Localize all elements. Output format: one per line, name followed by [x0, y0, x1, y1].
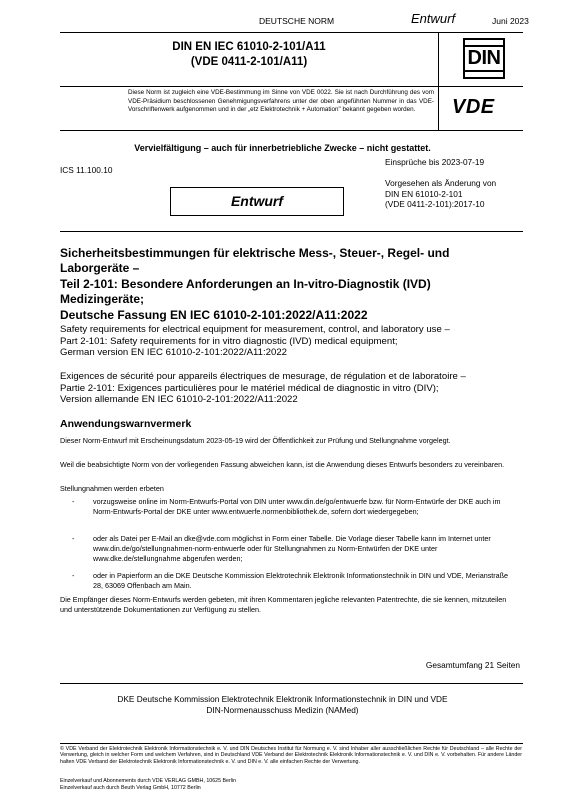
- warning-paragraph-3: Stellungnahmen werden erbeten: [60, 484, 164, 493]
- title-de-line: Medizingeräte;: [60, 292, 145, 307]
- list-item: [72, 497, 512, 517]
- footer-rule: [60, 743, 523, 744]
- sales-line-2: Einzelverkauf auch durch Beuth Verlag GmbH, 10772 Berlin: [60, 785, 201, 791]
- standard-number-line2: (VDE 0411-2-101/A11): [190, 56, 308, 68]
- vde-logo: VDE: [452, 96, 495, 118]
- committee-line1: DKE Deutsche Kommission Elektrotechnik Elektronik Informationstechnik in DIN und VDE: [117, 694, 448, 704]
- header-mid-rule: [60, 86, 523, 87]
- title-en-line: Safety requirements for electrical equipment for measurement, control, and laboratory use –: [60, 324, 450, 335]
- planned-change-ref2: (VDE 0411-2-101):2017-10: [385, 199, 485, 209]
- title-de-line: Deutsche Fassung EN IEC 61010-2-101:2022/A11:2022: [60, 307, 368, 322]
- header-bottom-rule: [60, 130, 523, 131]
- total-pages: Gesamtumfang 21 Seiten: [425, 660, 520, 670]
- list-dash: -: [72, 571, 75, 580]
- din-logo: [463, 38, 505, 79]
- list-item: [72, 534, 512, 563]
- header-top-rule: [60, 32, 523, 33]
- document-status: Entwurf: [411, 11, 456, 26]
- title-english: [60, 324, 530, 359]
- planned-change: [385, 178, 496, 210]
- vde-notice: Diese Norm ist zugleich eine VDE-Bestimmung im Sinne von VDE 0022. Sie ist nach Durchführung des vom VDE-Präsidium beschlossenen Genehmigungsverfahrens unter der oben angeführten Nummer in das VDE-Vorschriftenwerk aufgenommen und in der „etz Elektrotechnik + Automation" bekannt gegeben worden.: [128, 89, 434, 114]
- standard-number-line1: DIN EN IEC 61010-2-101/A11: [172, 41, 326, 53]
- standard-number: [60, 40, 438, 70]
- warning-paragraph-4: Die Empfänger dieses Norm-Entwurfs werden gebeten, mit ihren Kommentaren jegliche relevanten Patentrechte, die sie kennen, mitzuteilen und unterstützende Dokumentationen zur Verfügung zu stellen.: [60, 595, 507, 614]
- title-en-line: German version EN IEC 61010-2-101:2022/A11:2022: [60, 347, 288, 358]
- norm-type-label: DEUTSCHE NORM: [259, 16, 335, 26]
- title-fr-line: Exigences de sécurité pour appareils électriques de mesurage, de régulation et de laboratoire –: [60, 371, 466, 382]
- list-item-text: vorzugsweise online im Norm-Entwurfs-Portal von DIN unter www.din.de/go/entwuerfe bzw. für Norm-Entwürfe der DKE auch im Norm-Entwurfs-Portal der DKE unter www.entwuerfe.normenbibliothek.de, sofern dort wiedergegeben;: [93, 497, 501, 516]
- title-de-line: Laborgeräte –: [60, 261, 140, 276]
- din-logo-text: DIN: [467, 47, 501, 69]
- sales-line-1: Einzelverkauf und Abonnements durch VDE VERLAG GMBH, 10625 Berlin: [60, 778, 237, 784]
- list-dash: -: [72, 534, 75, 543]
- title-en-line: Part 2-101: Safety requirements for in vitro diagnostic (IVD) medical equipment;: [60, 335, 398, 347]
- committee-line2: DIN-Normenausschuss Medizin (NAMed): [206, 705, 359, 715]
- planned-change-label: Vorgesehen als Änderung von: [385, 178, 497, 188]
- committee-top-rule: [60, 683, 523, 684]
- list-dash: -: [72, 497, 75, 506]
- title-fr-line: Partie 2-101: Exigences particulières pour le matériel médical de diagnostic in vitro (DIV);: [60, 382, 439, 394]
- title-de-line: Teil 2-101: Besondere Anforderungen an In-vitro-Diagnostik (IVD): [60, 276, 431, 291]
- list-item-text: oder als Datei per E-Mail an dke@vde.com möglichst in Form einer Tabelle. Die Vorlage dieser Tabelle kann im Internet unter www.din.de/go/stellungnahmen-norm-entwuerfe oder für Stellungnahmen zu Norm-Entwürfen der DKE unter www.dke.de/stellungnahme abgerufen werden;: [93, 534, 491, 563]
- title-fr-line: Version allemande EN IEC 61010-2-101:2022/A11:2022: [60, 394, 298, 405]
- title-french: [60, 371, 530, 406]
- ics-code: ICS 11.100.10: [60, 165, 113, 175]
- title-top-rule: [60, 231, 523, 232]
- warning-paragraph-1: Dieser Norm-Entwurf mit Erscheinungsdatum 2023-05-19 wird der Öffentlichkeit zur Prüfung und Stellungnahme vorgelegt.: [60, 436, 451, 445]
- copyright-notice: © VDE Verband der Elektrotechnik Elektronik Informationstechnik e. V. und DIN Deutsches Institut für Normung e. V. sind Inhaber aller ausschließlichen Rechte für Deutschland – alle Rechte der Verwertung, gleich in welcher Form und welchem Verfahren, sind in Deutschland VDE Verband der Elektrotechnik Elektronik Informationstechnik e. V. und DIN e. V. vorbehalten. Für andere Länder halten VDE Verband der Elektrotechnik Elektronik Informationstechnik e. V. und DIN e. V. alle einfachen Rechte der Verwertung.: [60, 746, 522, 765]
- warning-paragraph-2: Weil die beabsichtigte Norm von der vorliegenden Fassung abweichen kann, ist die Anwendung dieses Entwurfs besonders zu vereinbaren.: [60, 460, 505, 469]
- committee: [0, 694, 565, 716]
- list-item-text: oder in Papierform an die DKE Deutsche Kommission Elektrotechnik Elektronik Informationstechnik in DIN und VDE, Merianstraße 28, 63069 Offenbach am Main.: [93, 571, 509, 590]
- header-divider: [438, 32, 439, 130]
- reproduction-notice: Vervielfältigung – auch für innerbetriebliche Zwecke – nicht gestattet.: [134, 143, 431, 153]
- warning-heading: Anwendungswarnvermerk: [60, 418, 192, 430]
- publication-date: Juni 2023: [492, 16, 529, 26]
- title-de-line: Sicherheitsbestimmungen für elektrische Mess-, Steuer-, Regel- und: [60, 246, 450, 260]
- planned-change-ref1: DIN EN 61010-2-101: [385, 188, 463, 199]
- title-german: [60, 246, 525, 323]
- objection-deadline: Einsprüche bis 2023-07-19: [385, 157, 485, 167]
- list-item: [72, 571, 512, 591]
- draft-box: Entwurf: [170, 187, 344, 216]
